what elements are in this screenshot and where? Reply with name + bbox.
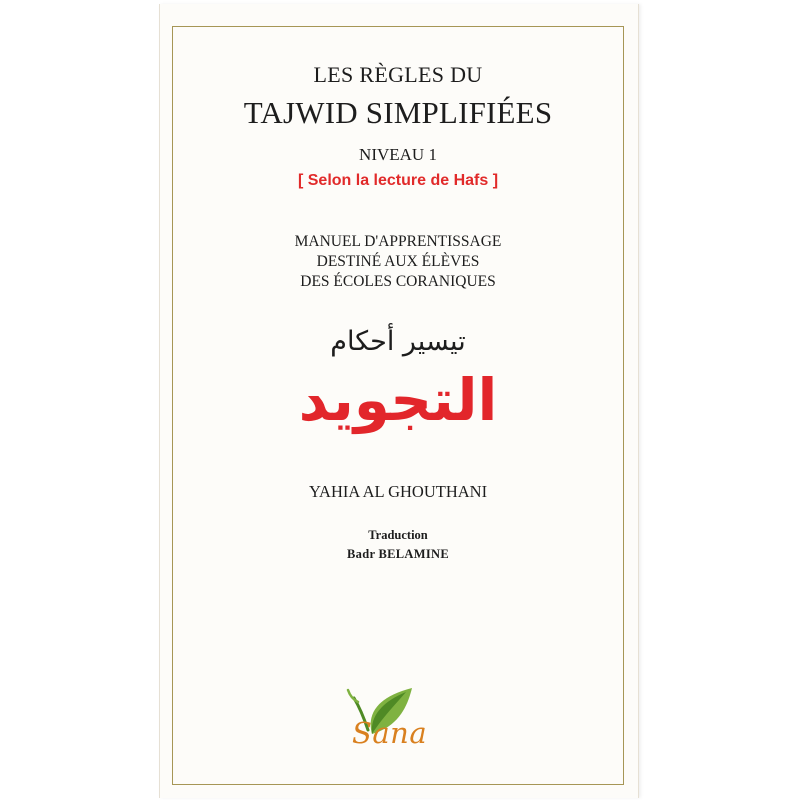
arabic-subtitle: تيسير أحكام	[330, 326, 466, 357]
reading-subtitle: [ Selon la lecture de Hafs ]	[297, 172, 499, 189]
description-line-1: MANUEL D'APPRENTISSAGE	[294, 233, 502, 250]
description-line-3: DES ÉCOLES CORANIQUES	[300, 273, 496, 290]
title-line-1: LES RÈGLES DU	[313, 62, 483, 87]
publisher-name: Sana	[352, 716, 428, 750]
description-line-2: DESTINÉ AUX ÉLÈVES	[316, 253, 480, 270]
level-label: NIVEAU 1	[359, 145, 437, 164]
arabic-title: التجويد	[298, 366, 498, 434]
author-name: YAHIA AL GHOUTHANI	[308, 482, 488, 501]
translator-name: Badr BELAMINE	[347, 547, 449, 561]
translation-label: Traduction	[368, 528, 428, 542]
title-line-2: TAJWID SIMPLIFIÉES	[243, 95, 553, 130]
